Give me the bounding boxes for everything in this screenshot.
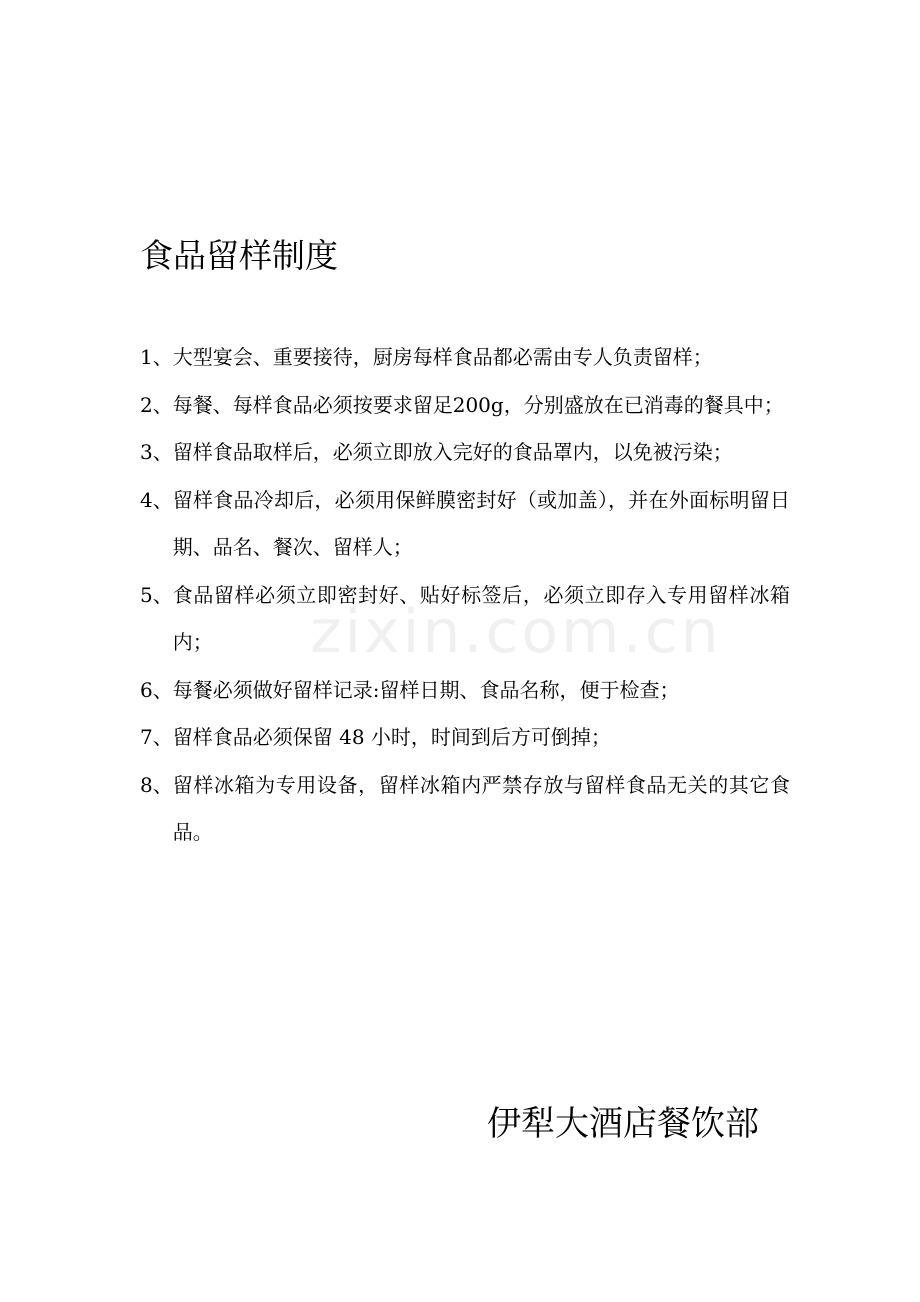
rule-item-5	[140, 572, 790, 667]
rule-item-8	[140, 762, 790, 857]
rule-item-6	[140, 667, 790, 715]
rule-text: 每餐必须做好留样记录:留样日期、食品名称，便于检查；	[172, 677, 680, 702]
rule-item-1	[140, 334, 790, 382]
rule-text: 留样食品取样后，必须立即放入完好的食品罩内，以免被污染；	[172, 440, 733, 464]
rule-number: 2、	[140, 392, 173, 417]
rule-item-4	[140, 477, 790, 572]
rule-number: 3、	[140, 440, 173, 464]
rule-item-2	[140, 382, 790, 430]
watermark-text: zixin.com.cn	[310, 597, 722, 667]
rule-number: 8、	[140, 772, 173, 797]
document-title: 食品留样制度	[140, 236, 338, 275]
rules-list	[140, 334, 790, 857]
rule-number: 5、	[140, 582, 173, 607]
signature-department: 伊犁大酒店餐饮部	[487, 1104, 759, 1144]
rule-text: 留样冰箱为专用设备，留样冰箱内严禁存放与留样食品无关的其它食品。	[172, 772, 790, 844]
rule-number: 4、	[140, 487, 173, 512]
rule-text: 留样食品冷却后，必须用保鲜膜密封好（或加盖），并在外面标明留日期、品名、餐次、留样人；	[172, 487, 790, 559]
rule-text: 留样食品必须保留 48 小时，时间到后方可倒掉；	[172, 725, 611, 749]
rule-item-7	[140, 714, 790, 762]
rule-text: 大型宴会、重要接待，厨房每样食品都必需由专人负责留样；	[172, 345, 713, 369]
rule-number: 1、	[140, 345, 173, 369]
rule-item-3	[140, 429, 790, 477]
rule-number: 6、	[140, 677, 173, 702]
rule-number: 7、	[140, 725, 173, 749]
rule-text: 食品留样必须立即密封好、贴好标签后，必须立即存入专用留样冰箱内；	[172, 582, 790, 654]
rule-text: 每餐、每样食品必须按要求留足200g，分别盛放在已消毒的餐具中；	[172, 392, 784, 417]
